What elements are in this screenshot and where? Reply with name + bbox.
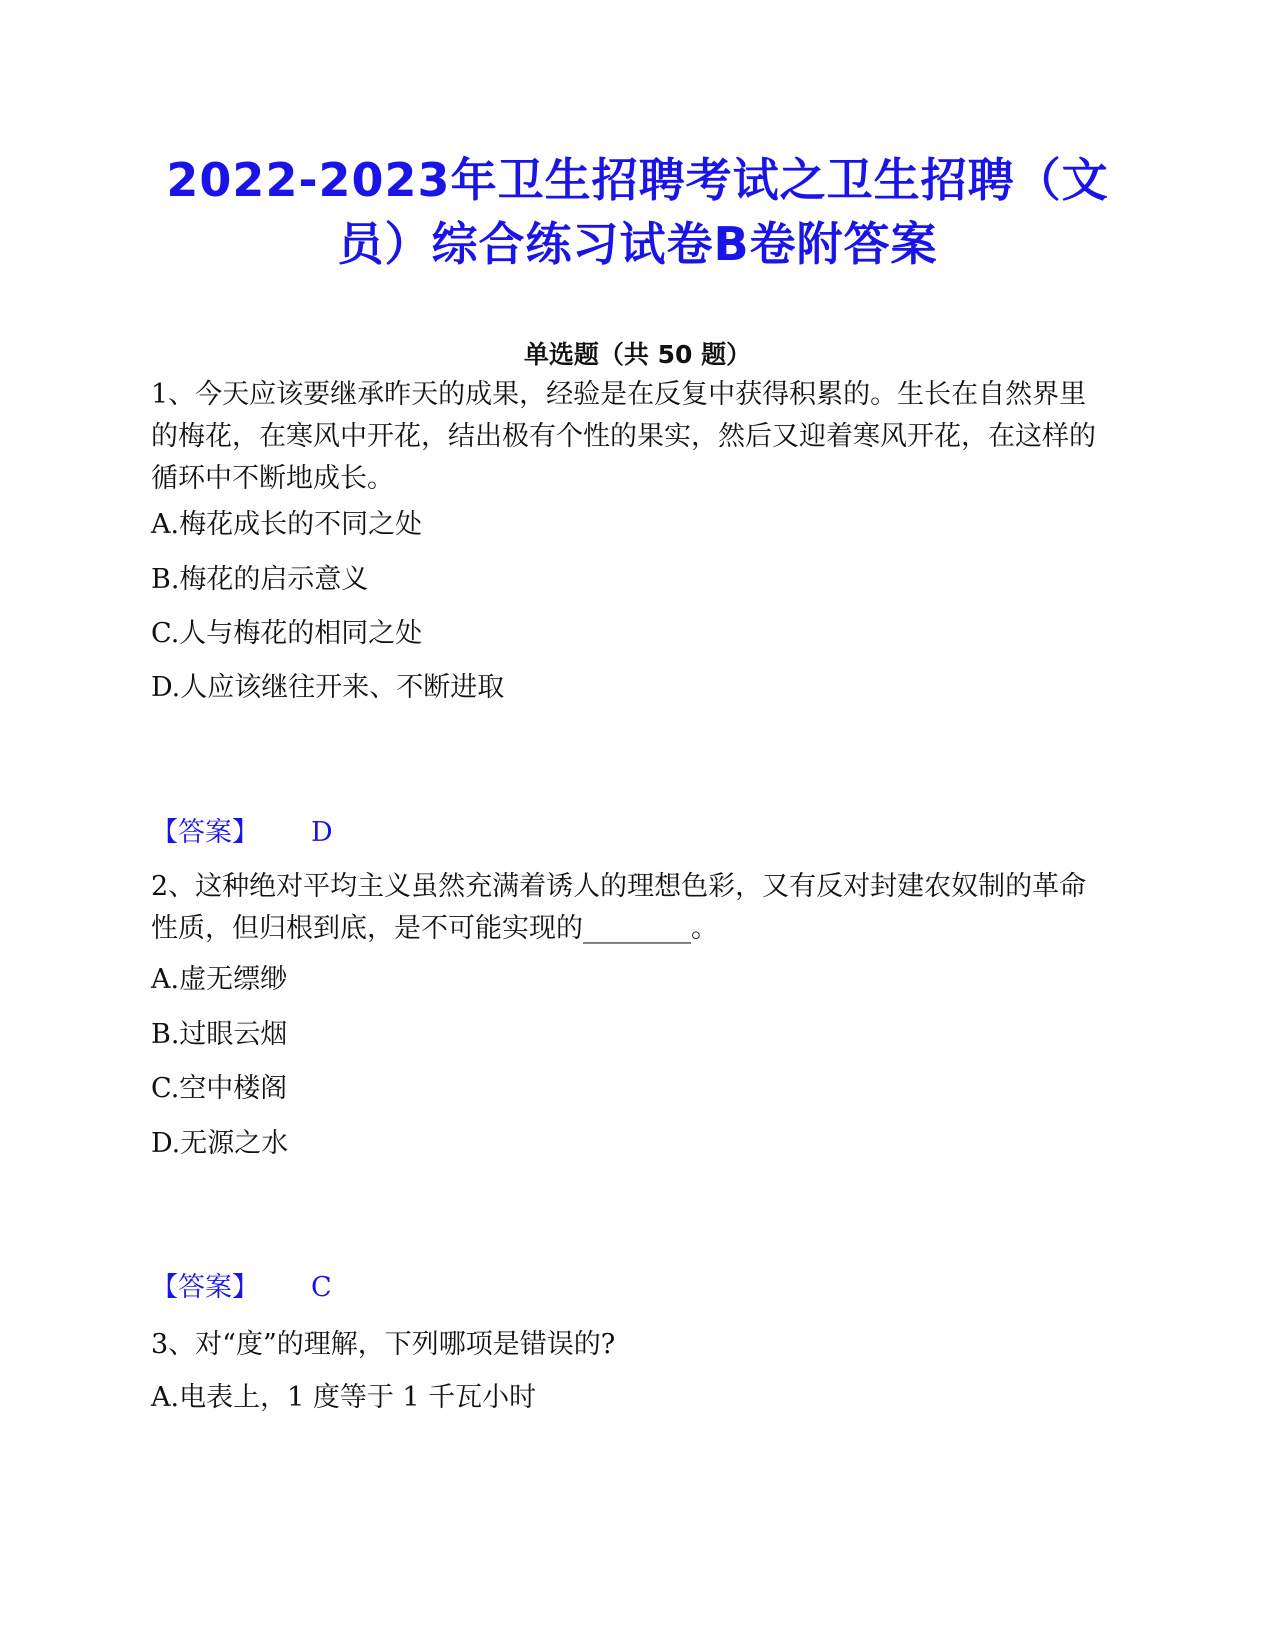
question-3-option-a: A.电表上，1 度等于 1 千瓦小时	[151, 1382, 537, 1413]
question-2-option-a: A.虚无缥缈	[151, 964, 288, 995]
answer-label: 【答案】	[151, 817, 259, 848]
question-1-stem: 1、今天应该要继承昨天的成果，经验是在反复中获得积累的。生长在自然界里的梅花，在寒风中开花，结出极有个性的果实，然后又迎着寒风开花，在这样的循环中不断地成长。	[151, 379, 1096, 494]
document-title: 2022-2023年卫生招聘考试之卫生招聘（文员）综合练习试卷B卷附答案	[166, 153, 1109, 271]
question-1-option-c: C.人与梅花的相同之处	[151, 618, 423, 649]
question-1-answer	[151, 815, 333, 851]
question-2-answer	[151, 1270, 332, 1306]
question-1-option-b: B.梅花的启示意义	[151, 564, 369, 595]
question-2-option-b: B.过眼云烟	[151, 1019, 288, 1050]
question-2-option-d: D.无源之水	[151, 1128, 289, 1159]
question-1-option-a: A.梅花成长的不同之处	[151, 509, 423, 540]
answer-label: 【答案】	[151, 1272, 259, 1303]
answer-value: D	[311, 817, 333, 848]
question-2-option-c: C.空中楼阁	[151, 1073, 288, 1104]
question-1-option-d: D.人应该继往开来、不断进取	[151, 672, 505, 703]
question-3-stem: 3、对“度”的理解，下列哪项是错误的?	[151, 1329, 616, 1360]
question-2-stem: 2、这种绝对平均主义虽然充满着诱人的理想色彩，又有反对封建农奴制的革命性质，但归根到底，是不可能实现的________。	[151, 871, 1087, 944]
section-heading: 单选题（共 50 题）	[523, 340, 752, 369]
answer-value: C	[311, 1272, 332, 1303]
